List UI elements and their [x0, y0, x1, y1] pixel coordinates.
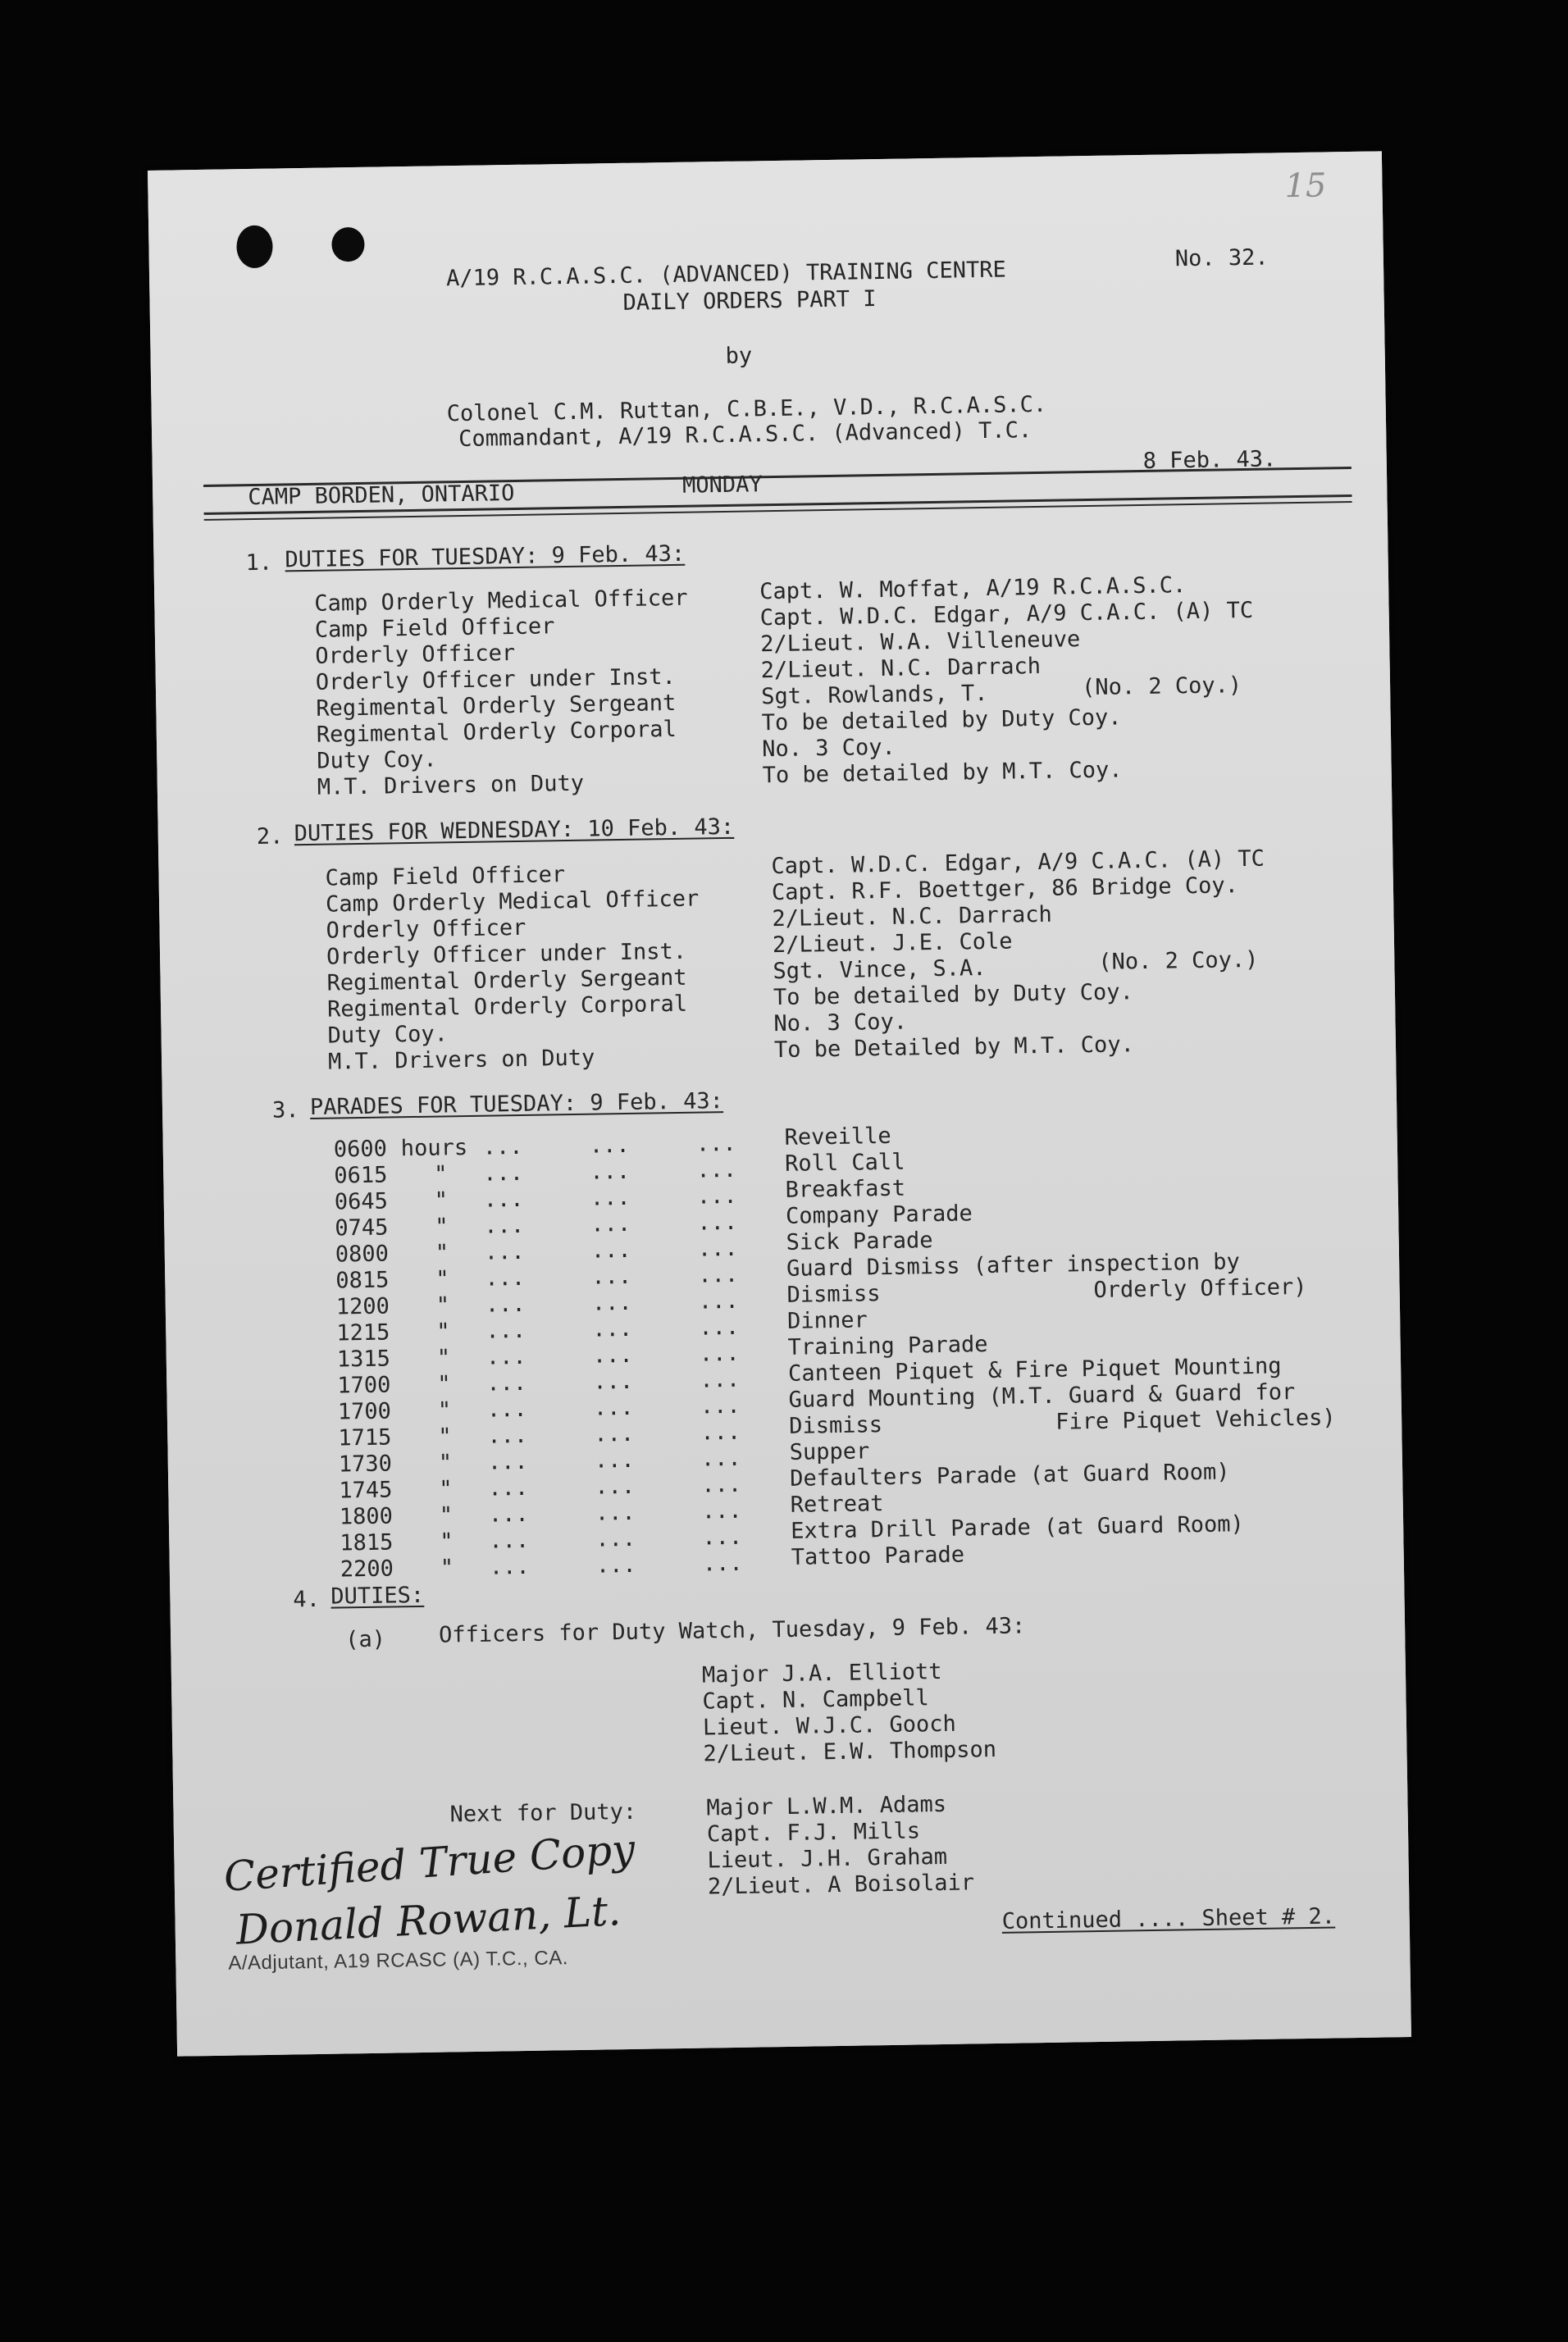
- section-2-heading: DUTIES FOR WEDNESDAY: 10 Feb. 43:: [294, 813, 735, 847]
- parade-leader: ... ... ...: [482, 1130, 736, 1160]
- next-for-duty-label: Next for Duty:: [449, 1798, 637, 1828]
- parade-leader: ... ... ...: [485, 1261, 739, 1292]
- date: 8 Feb. 43.: [1142, 446, 1277, 474]
- section-3-number: 3.: [271, 1097, 299, 1123]
- parade-time: 0745: [335, 1214, 389, 1242]
- parade-time: 1700: [337, 1372, 391, 1399]
- parade-event: Defaulters Parade (at Guard Room): [789, 1459, 1230, 1492]
- parade-time: 0600: [333, 1136, 388, 1163]
- parade-event: Retreat: [790, 1491, 884, 1518]
- section-3-heading: PARADES FOR TUESDAY: 9 Feb. 43:: [309, 1088, 724, 1120]
- next-duty-officer: Capt. F.J. Mills: [706, 1818, 921, 1848]
- parade-leader: ... ... ...: [489, 1524, 743, 1554]
- parade-event: Company Parade: [785, 1201, 973, 1229]
- duty-note: (No. 2 Coy.): [1098, 946, 1259, 975]
- order-number: No. 32.: [1174, 244, 1269, 272]
- parade-unit: ": [439, 1476, 453, 1502]
- parade-unit: ": [440, 1529, 454, 1555]
- parade-unit: ": [435, 1214, 449, 1240]
- parade-time: 1730: [338, 1451, 393, 1478]
- section-4-sub-heading: Officers for Duty Watch, Tuesday, 9 Feb. 43:: [438, 1613, 1026, 1648]
- duty-role: Camp Orderly Medical Officer: [325, 886, 700, 918]
- corner-mark: 15: [1284, 166, 1327, 206]
- duty-role: Duty Coy.: [317, 746, 437, 774]
- parade-unit: ": [435, 1292, 450, 1319]
- duty-officer: 2/Lieut. E.W. Thompson: [703, 1736, 997, 1767]
- duty-assignee: Capt. W.D.C. Edgar, A/9 C.A.C. (A) TC: [759, 597, 1254, 631]
- colonel-line: Colonel C.M. Ruttan, C.B.E., V.D., R.C.A.S.C.: [446, 391, 1047, 427]
- location: CAMP BORDEN, ONTARIO: [248, 480, 515, 511]
- next-duty-officer: Lieut. J.H. Graham: [707, 1843, 948, 1874]
- parade-unit: ": [439, 1502, 454, 1529]
- parade-unit: ": [440, 1555, 454, 1581]
- parade-unit: ": [438, 1424, 452, 1450]
- parade-unit: hours: [400, 1134, 468, 1162]
- parade-time: 1715: [338, 1424, 392, 1451]
- continued-note: Continued .... Sheet # 2.: [1001, 1903, 1336, 1934]
- section-2-number: 2.: [256, 823, 284, 850]
- duty-role: Camp Field Officer: [325, 862, 566, 891]
- duty-assignee: Capt. R.F. Boettger, 86 Bridge Coy.: [771, 873, 1239, 906]
- parade-event: Training Parade: [787, 1332, 988, 1360]
- by-line: by: [725, 343, 753, 369]
- duty-role: M.T. Drivers on Duty: [327, 1045, 595, 1075]
- duty-assignee: Capt. W. Moffat, A/19 R.C.A.S.C.: [759, 572, 1187, 605]
- duty-role: Orderly Officer: [315, 640, 516, 669]
- duty-role: Orderly Officer: [326, 914, 526, 944]
- orders-title: DAILY ORDERS PART I: [622, 286, 877, 316]
- parade-event: Reveille: [784, 1123, 891, 1150]
- parade-time: 0615: [334, 1162, 388, 1189]
- duty-role: Camp Field Officer: [314, 613, 555, 643]
- signature: Donald Rowan, Lt.: [235, 1887, 622, 1954]
- section-1-number: 1.: [245, 549, 273, 576]
- duty-role: Regimental Orderly Sergeant: [326, 964, 687, 996]
- parade-time: 2200: [340, 1556, 394, 1583]
- duty-assignee: 2/Lieut. N.C. Darrach: [772, 901, 1053, 932]
- parade-leader: ... ... ...: [488, 1471, 742, 1501]
- duty-assignee: 2/Lieut. N.C. Darrach: [760, 653, 1042, 684]
- parade-event: Dinner: [786, 1307, 868, 1334]
- parade-event: Breakfast: [785, 1175, 906, 1203]
- parade-leader: ... ... ...: [485, 1314, 740, 1344]
- parade-unit: ": [438, 1450, 453, 1476]
- duty-officer: Lieut. W.J.C. Gooch: [702, 1711, 957, 1741]
- parade-unit: ": [434, 1187, 449, 1214]
- parade-leader: ... ... ...: [484, 1235, 738, 1265]
- next-duty-officer: Major L.W.M. Adams: [706, 1791, 947, 1821]
- document-page: [148, 151, 1411, 2056]
- parade-leader: ... ... ...: [484, 1209, 738, 1239]
- parade-time: 1815: [340, 1529, 394, 1556]
- parade-time: 1700: [337, 1398, 392, 1425]
- parade-leader: ... ... ...: [486, 1392, 741, 1423]
- duty-note: (No. 2 Coy.): [1081, 672, 1242, 701]
- parade-leader: ... ... ...: [487, 1445, 741, 1475]
- duty-officer: Capt. N. Campbell: [702, 1685, 929, 1715]
- duty-assignee: To be Detailed by M.T. Coy.: [773, 1032, 1135, 1064]
- duty-role: Regimental Orderly Sergeant: [316, 690, 677, 722]
- parade-event: Roll Call: [784, 1149, 905, 1177]
- duty-role: Orderly Officer under Inst.: [326, 938, 687, 970]
- duty-assignee: No. 3 Coy.: [761, 734, 896, 763]
- parade-leader: ... ... ...: [483, 1156, 737, 1187]
- duty-role: Duty Coy.: [327, 1021, 449, 1049]
- parade-leader: ... ... ...: [486, 1366, 741, 1397]
- day: MONDAY: [681, 472, 763, 499]
- parade-unit: ": [435, 1240, 449, 1266]
- parade-unit: ": [436, 1319, 450, 1345]
- section-4-number: 4.: [293, 1586, 321, 1613]
- parade-unit: ": [435, 1266, 449, 1292]
- parade-event: Guard Dismiss (after inspection by: [786, 1249, 1241, 1282]
- punch-hole-right: [331, 227, 365, 262]
- duty-role: Orderly Officer under Inst.: [315, 663, 676, 695]
- parade-leader: ... ... ...: [485, 1340, 740, 1370]
- parade-event: Extra Drill Parade (at Guard Room): [790, 1511, 1245, 1544]
- parade-leader: ... ... ...: [483, 1182, 737, 1213]
- parade-leader: ... ... ...: [489, 1550, 743, 1580]
- duty-assignee: 2/Lieut. W.A. Villeneuve: [759, 627, 1081, 658]
- parade-unit: ": [437, 1397, 452, 1424]
- parade-event: Supper: [789, 1438, 870, 1465]
- parade-time: 0815: [335, 1267, 390, 1294]
- parade-time: 0645: [334, 1188, 389, 1215]
- parade-time: 1745: [339, 1477, 393, 1504]
- parade-event: Guard Mounting (M.T. Guard & Guard for: [788, 1379, 1296, 1413]
- duty-officer: Major J.A. Elliott: [701, 1658, 942, 1688]
- parade-leader: ... ... ...: [488, 1497, 742, 1528]
- parade-leader: ... ... ...: [487, 1419, 741, 1449]
- next-duty-officer: 2/Lieut. A Boisolair: [707, 1870, 975, 1900]
- duty-assignee: Sgt. Vince, S.A.: [773, 955, 987, 985]
- parade-event: Tattoo Parade: [791, 1542, 965, 1570]
- section-4-sub-label: (a): [344, 1626, 386, 1653]
- duty-assignee: To be detailed by Duty Coy.: [761, 704, 1122, 736]
- duty-assignee: 2/Lieut. J.E. Cole: [772, 928, 1013, 959]
- parade-time: 0800: [335, 1241, 390, 1268]
- duty-role: Camp Orderly Medical Officer: [314, 585, 688, 617]
- duty-role: Regimental Orderly Corporal: [316, 716, 677, 748]
- parade-event: Sick Parade: [786, 1228, 933, 1255]
- duty-assignee: No. 3 Coy.: [773, 1009, 908, 1037]
- handwritten-certification: Certified True Copy: [222, 1825, 637, 1901]
- section-1-heading: DUTIES FOR TUESDAY: 9 Feb. 43:: [285, 540, 686, 573]
- adjutant-stamp: A/Adjutant, A19 RCASC (A) T.C., CA.: [228, 1947, 569, 1975]
- parade-event: Canteen Piquet & Fire Piquet Mounting: [787, 1353, 1282, 1387]
- parade-time: 1315: [336, 1346, 391, 1373]
- parade-leader: ... ... ...: [485, 1287, 739, 1318]
- duty-assignee: Capt. W.D.C. Edgar, A/9 C.A.C. (A) TC: [771, 845, 1265, 880]
- section-4-heading: DUTIES:: [330, 1582, 425, 1610]
- parade-time: 1215: [336, 1319, 390, 1346]
- unit-title: A/19 R.C.A.S.C. (ADVANCED) TRAINING CENTRE: [445, 257, 1007, 292]
- parade-event: Dismiss Fire Piquet Vehicles): [788, 1405, 1336, 1439]
- duty-assignee: To be detailed by M.T. Coy.: [762, 757, 1123, 789]
- parade-unit: ": [434, 1161, 448, 1187]
- punch-hole-left: [236, 226, 273, 269]
- commandant-line: Commandant, A/19 R.C.A.S.C. (Advanced) T.C.: [458, 417, 1032, 453]
- parade-time: 1800: [339, 1503, 394, 1530]
- parade-unit: ": [436, 1345, 451, 1371]
- duty-assignee: To be detailed by Duty Coy.: [773, 979, 1134, 1011]
- parade-unit: ": [437, 1371, 451, 1397]
- duty-role: M.T. Drivers on Duty: [317, 770, 585, 800]
- duty-role: Regimental Orderly Corporal: [326, 991, 688, 1023]
- parade-time: 1200: [335, 1293, 390, 1320]
- duty-assignee: Sgt. Rowlands, T.: [760, 680, 988, 710]
- parade-event: Dismiss Orderly Officer): [786, 1274, 1307, 1308]
